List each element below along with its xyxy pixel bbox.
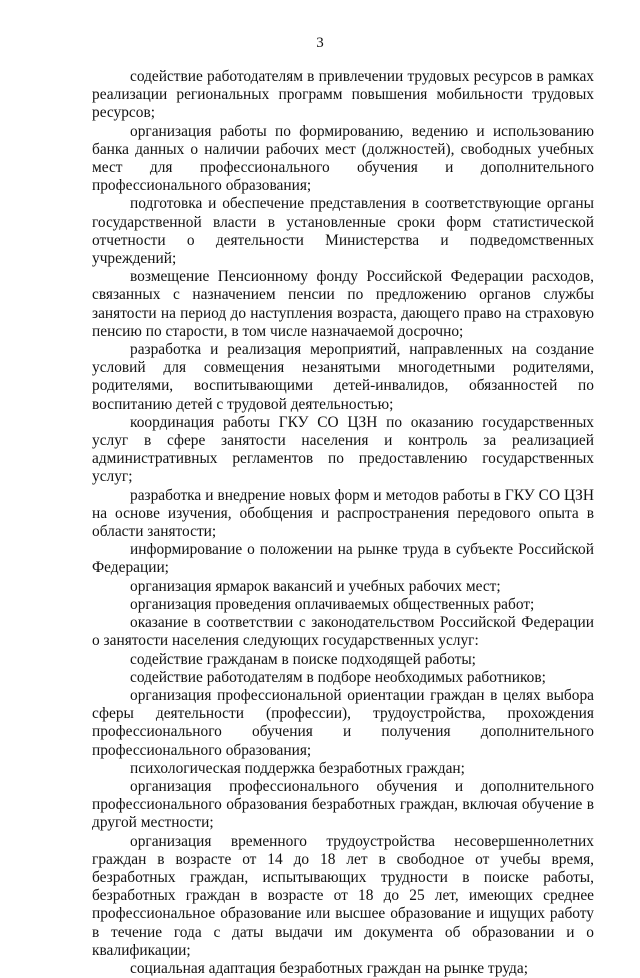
paragraph: разработка и реализация мероприятий, направленных на создание условий для совмещения незанятыми многодетными родителями, родителями, воспитывающими детей-инвалидов, обязанностей по воспитанию детей с трудовой деятельностью; (92, 341, 594, 413)
paragraph: координация работы ГКУ СО ЦЗН по оказанию государственных услуг в сфере занятости населения и контроль за реализацией административных регламентов по предоставлению государственных услуг; (92, 413, 594, 486)
paragraph: возмещение Пенсионному фонду Российской Федерации расходов, связанных с назначением пенсии по предложению органов службы занятости на период до наступления возраста, дающего право на страховую пенсию по старости, в том числе назначаемой досрочно; (92, 268, 594, 340)
page-number: 3 (316, 35, 324, 51)
paragraph: содействие гражданам в поиске подходящей работы; (130, 650, 476, 668)
paragraph: информирование о положении на рынке труда в субъекте Российской Федерации; (92, 541, 594, 577)
paragraph: содействие работодателям в привлечении трудовых ресурсов в рамках реализации региональных программ повышения мобильности трудовых ресурсов; (92, 68, 594, 122)
paragraph: организация ярмарок вакансий и учебных рабочих мест; (130, 577, 501, 595)
paragraph: организация работы по формированию, ведению и использованию банка данных о наличии рабочих мест (должностей), свободных учебных мест для профессионального обучения и дополнительного профессионального образования; (92, 122, 594, 195)
paragraph: разработка и внедрение новых форм и методов работы в ГКУ СО ЦЗН на основе изучения, обобщения и распространения передового опыта в области занятости; (92, 486, 594, 541)
paragraph: организация проведения оплачиваемых общественных работ; (130, 595, 535, 613)
paragraph: подготовка и обеспечение представления в соответствующие органы государственной власти в установленные сроки форм статистической отчетности о деятельности Министерства и подведомственных учреждений; (92, 195, 594, 268)
paragraph: организация профессиональной ориентации граждан в целях выбора сферы деятельности (профессии), трудоустройства, прохождения профессионального обучения и получения дополнительного профессионального образования; (92, 686, 594, 759)
paragraph: содействие работодателям в подборе необходимых работников; (130, 668, 546, 686)
paragraph: организация временного трудоустройства несовершеннолетних граждан в возрасте от 14 до 18 лет в свободное от учебы время, безработных граждан, испытывающих трудности в поиске работы, безработных граждан в возрасте от 18 до 25 лет, имеющих среднее профессиональное образование или высшее образование и ищущих работу в течение года с даты выдачи им документа об образовании и о квалификации; (92, 832, 594, 959)
document-body (92, 68, 594, 978)
paragraph: социальная адаптация безработных граждан на рынке труда; (130, 959, 528, 977)
paragraph: оказание в соответствии с законодательством Российской Федерации о занятости населения следующих государственных услуг: (92, 614, 594, 650)
paragraph: организация профессионального обучения и дополнительного профессионального образования безработных граждан, включая обучение в другой местности; (92, 777, 594, 832)
paragraph: психологическая поддержка безработных граждан; (130, 759, 465, 777)
